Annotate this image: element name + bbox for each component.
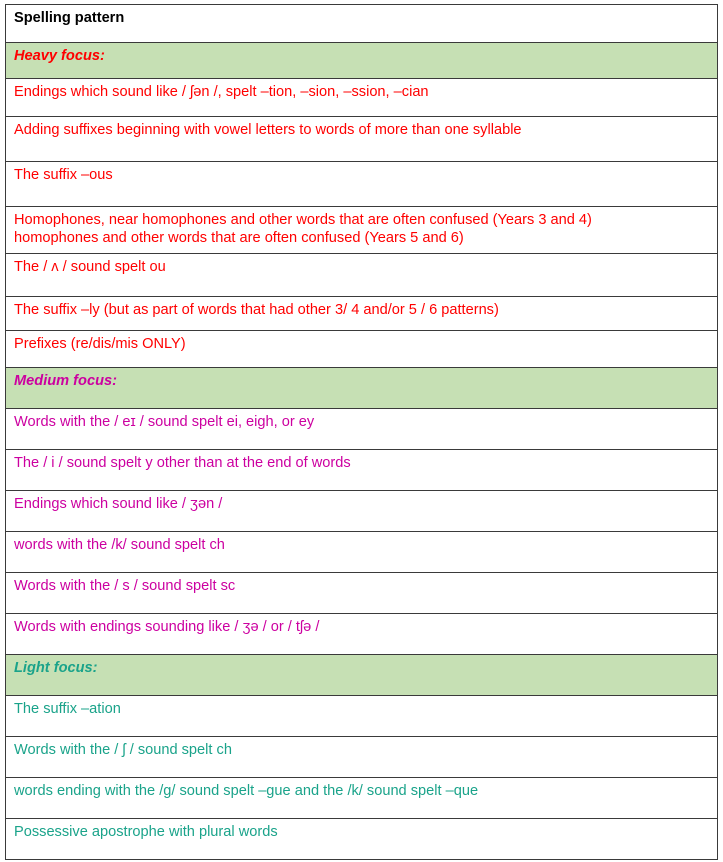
light-focus-heading: Light focus: [6,655,718,696]
table-row [6,117,718,162]
medium-focus-item: Words with the / eɪ / sound spelt ei, eigh, or ey [6,409,718,450]
table-row [6,79,718,117]
heavy-focus-item: The suffix –ly (but as part of words that had other 3/ 4 and/or 5 / 6 patterns) [6,297,718,331]
table-row [6,491,718,532]
table-row [6,696,718,737]
spelling-pattern-table [5,4,718,860]
medium-focus-item: words with the /k/ sound spelt ch [6,532,718,573]
medium-focus-item: Words with the / s / sound spelt sc [6,573,718,614]
light-focus-item: The suffix –ation [6,696,718,737]
medium-focus-heading: Medium focus: [6,368,718,409]
table-row [6,297,718,331]
table-row [6,368,718,409]
table-row [6,737,718,778]
heavy-focus-heading: Heavy focus: [6,43,718,79]
heavy-focus-item: The / ʌ / sound spelt ou [6,254,718,297]
table-row [6,5,718,43]
table-row [6,450,718,491]
heavy-focus-item: Adding suffixes beginning with vowel letters to words of more than one syllable [6,117,718,162]
heavy-focus-item: The suffix –ous [6,162,718,207]
heavy-focus-item-line: homophones and other words that are often confused (Years 5 and 6) [14,230,464,246]
light-focus-item: Possessive apostrophe with plural words [6,819,718,860]
table-row [6,43,718,79]
table-row [6,207,718,254]
table-header: Spelling pattern [6,5,718,43]
light-focus-item: words ending with the /g/ sound spelt –gue and the /k/ sound spelt –que [6,778,718,819]
medium-focus-item: Endings which sound like / ʒən / [6,491,718,532]
table-row [6,573,718,614]
table-row [6,409,718,450]
table-row [6,532,718,573]
medium-focus-item: The / i / sound spelt y other than at the end of words [6,450,718,491]
table-row [6,254,718,297]
table-row [6,162,718,207]
table-row [6,778,718,819]
table-row [6,331,718,368]
heavy-focus-item-line: Homophones, near homophones and other words that are often confused (Years 3 and 4) [14,212,592,228]
table-row [6,614,718,655]
table-row [6,819,718,860]
heavy-focus-item: Endings which sound like / ʃən /, spelt –tion, –sion, –ssion, –cian [6,79,718,117]
light-focus-item: Words with the / ʃ / sound spelt ch [6,737,718,778]
heavy-focus-item [6,207,718,254]
heavy-focus-item: Prefixes (re/dis/mis ONLY) [6,331,718,368]
table-row [6,655,718,696]
medium-focus-item: Words with endings sounding like / ʒə / or / tʃə / [6,614,718,655]
